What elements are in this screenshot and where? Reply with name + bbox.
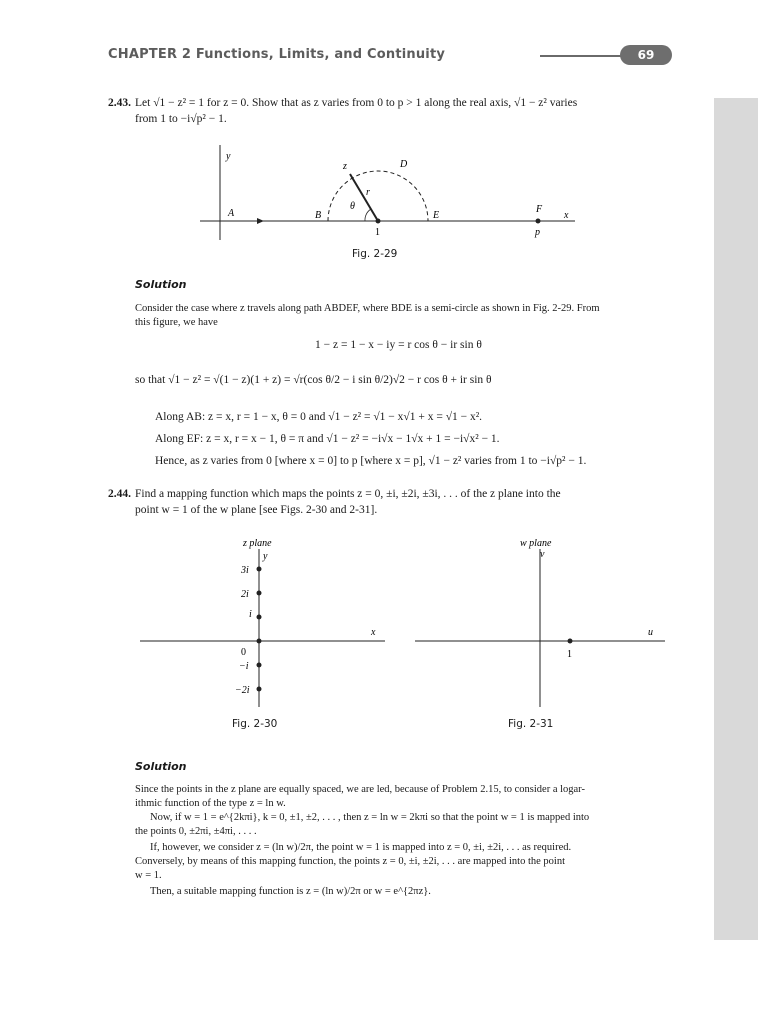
label-y: y — [263, 551, 268, 562]
point-i — [257, 615, 262, 620]
semicircle-bde — [328, 171, 428, 221]
equation-2: so that √1 − z² = √(1 − z)(1 + z) = √r(cos θ/2 − i sin θ/2)√2 − r cos θ + ir sin θ — [135, 374, 492, 386]
running-header — [108, 45, 668, 67]
point-0 — [257, 639, 262, 644]
page-number: 69 — [620, 45, 672, 65]
label-2i: 2i — [241, 589, 249, 600]
page-edge-tab — [714, 98, 758, 940]
solution-2-line6: Conversely, by means of this mapping function, the points z = 0, ±i, ±2i, . . . are mapped into the point — [135, 856, 565, 867]
radius-r — [350, 174, 378, 221]
label-one: 1 — [375, 227, 380, 238]
label-r: r — [366, 187, 370, 198]
label-a: A — [228, 208, 235, 219]
label-0: 0 — [241, 647, 246, 658]
solution-2-line2: ithmic function of the type z = ln w. — [135, 798, 286, 809]
label-b: B — [315, 210, 322, 221]
solution-2-line5: If, however, we consider z = (ln w)/2π, the point w = 1 is mapped into z = 0, ±i, ±2i, . . . as required. — [150, 842, 572, 853]
problem-number-2-43: 2.43. — [108, 97, 131, 109]
caption-fig-2-31: Fig. 2-31 — [508, 718, 554, 730]
point-minus-2i — [257, 687, 262, 692]
problem-number-2-44: 2.44. — [108, 488, 131, 500]
problem-2-43-line2: from 1 to −i√p² − 1. — [135, 113, 227, 125]
label-x: x — [371, 627, 376, 638]
point-2i — [257, 591, 262, 596]
label-z: z — [343, 161, 347, 172]
label-u: u — [648, 627, 653, 638]
angle-arc — [365, 209, 371, 221]
solution-2-line4: the points 0, ±2πi, ±4πi, . . . . — [135, 826, 257, 837]
figure-2-29 — [200, 145, 590, 245]
solution-heading-2: Solution — [135, 760, 187, 773]
label-one: 1 — [567, 649, 572, 660]
solution-2-line8: Then, a suitable mapping function is z = (ln w)/2π or w = e^{2πz}. — [150, 886, 431, 897]
solution-2-line7: w = 1. — [135, 870, 162, 881]
path-arrow — [257, 218, 264, 224]
caption-fig-2-30: Fig. 2-30 — [232, 718, 278, 730]
label-theta: θ — [350, 201, 355, 212]
solution-2-line1: Since the points in the z plane are equally spaced, we are led, because of Problem 2.15, to consider a logar- — [135, 784, 585, 795]
caption-fig-2-29: Fig. 2-29 — [352, 248, 398, 260]
figure-2-30 — [135, 535, 390, 715]
label-y: y — [226, 151, 231, 162]
point-minus-i — [257, 663, 262, 668]
z-plane-title: z plane — [243, 538, 272, 549]
header-rule — [540, 55, 630, 57]
label-p: p — [535, 227, 540, 238]
label-f: F — [536, 204, 543, 215]
w-plane-title: w plane — [520, 538, 552, 549]
equation-1: 1 − z = 1 − x − iy = r cos θ − ir sin θ — [315, 339, 482, 351]
problem-2-44-line2: point w = 1 of the w plane [see Figs. 2-30 and 2-31]. — [135, 504, 378, 516]
label-e: E — [433, 210, 440, 221]
problem-2-44-line1: Find a mapping function which maps the points z = 0, ±i, ±2i, ±3i, . . . of the z plane into the — [135, 488, 561, 500]
solution-1-line1: Consider the case where z travels along path ABDEF, where BDE is a semi-circle as shown in Fig. 2-29. From — [135, 303, 600, 314]
solution-heading-1: Solution — [135, 278, 187, 291]
point-p — [536, 219, 541, 224]
label-v: v — [540, 549, 545, 560]
label-minus-i: −i — [239, 661, 249, 672]
solution-1-line2: this figure, we have — [135, 317, 218, 328]
label-d: D — [400, 159, 408, 170]
label-3i: 3i — [241, 565, 249, 576]
problem-2-43-line1: Let √1 − z² = 1 for z = 0. Show that as z varies from 0 to p > 1 along the real axis, √1 − z² varies — [135, 97, 578, 109]
along-ab: Along AB: z = x, r = 1 − x, θ = 0 and √1 − z² = √1 − x√1 + x = √1 − x². — [155, 411, 483, 423]
chapter-title: CHAPTER 2 Functions, Limits, and Continuity — [108, 47, 446, 62]
solution-2-line3: Now, if w = 1 = e^{2kπi}, k = 0, ±1, ±2, . . . , then z = ln w = 2kπi so that the point w = 1 is mapped into — [150, 812, 590, 823]
point-one — [376, 219, 381, 224]
figure-2-31 — [410, 535, 670, 715]
label-i: i — [249, 609, 252, 620]
label-minus-2i: −2i — [235, 685, 250, 696]
label-x: x — [564, 210, 569, 221]
point-3i — [257, 567, 262, 572]
along-ef: Along EF: z = x, r = x − 1, θ = π and √1 − z² = −i√x − 1√x + 1 = −i√x² − 1. — [155, 433, 500, 445]
point-w-1 — [568, 639, 573, 644]
hence-statement: Hence, as z varies from 0 [where x = 0] to p [where x = p], √1 − z² varies from 1 to −i√p² − 1. — [155, 455, 587, 467]
